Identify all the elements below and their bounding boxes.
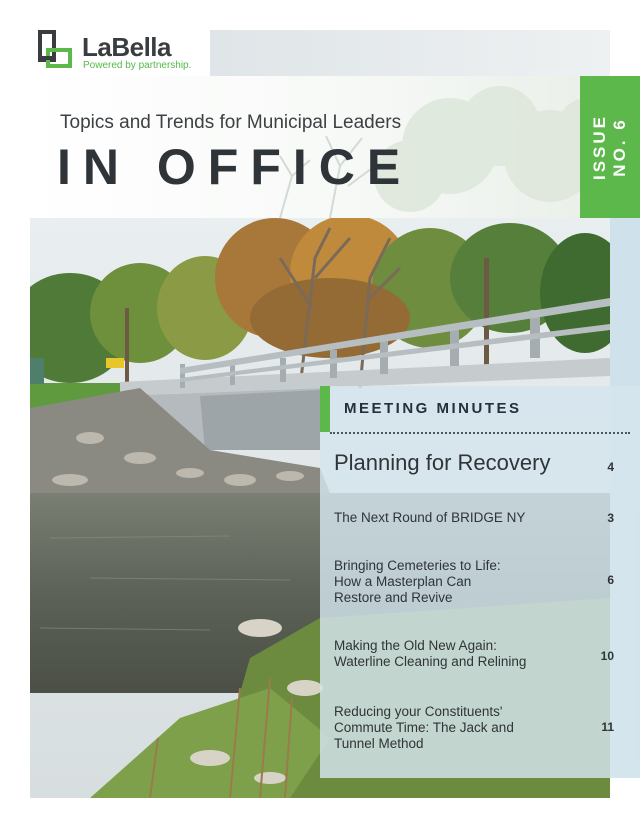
toc-item-title[interactable]: Planning for Recovery (334, 450, 551, 475)
toc-item-page: 11 (601, 720, 614, 734)
title-band (30, 76, 610, 218)
brand-name: LaBella (82, 32, 171, 62)
dotted-divider (330, 432, 630, 434)
labella-logo-mark-icon (38, 30, 74, 70)
contents-heading: MEETING MINUTES (344, 400, 522, 417)
contents-accent-bar (320, 386, 330, 432)
issue-number: NO. 6 (610, 117, 629, 177)
toc-item-line: Making the Old New Again: (334, 638, 497, 653)
toc-item-line: Bringing Cemeteries to Life: (334, 558, 501, 573)
issue-label: ISSUE (590, 113, 609, 181)
cover-kicker: Topics and Trends for Municipal Leaders (60, 112, 402, 133)
toc-item-line: Reducing your Constituents' (334, 704, 503, 719)
toc-item-line: How a Masterplan Can (334, 574, 472, 589)
toc-item-title[interactable] (334, 558, 594, 606)
toc-item-title[interactable]: The Next Round of BRIDGE NY (334, 510, 526, 525)
toc-item-title[interactable] (334, 704, 594, 752)
brand-tagline: Powered by partnership. (83, 60, 192, 71)
contents-panel (320, 386, 640, 778)
labella-logo (38, 30, 198, 74)
toc-item-line: Commute Time: The Jack and (334, 720, 514, 735)
toc-item-page: 3 (607, 511, 614, 525)
toc-item-title[interactable] (334, 638, 574, 670)
cover-title: IN OFFICE (57, 139, 413, 195)
toc-item-line: Tunnel Method (334, 736, 424, 751)
toc-item-line: Restore and Revive (334, 590, 453, 605)
toc-item-page: 6 (607, 573, 614, 587)
toc-item-line: Waterline Cleaning and Relining (334, 654, 527, 669)
toc-item-page: 10 (600, 649, 614, 663)
issue-tab (580, 76, 640, 218)
header-photo-strip (210, 30, 610, 76)
toc-item-page: 4 (607, 460, 614, 474)
